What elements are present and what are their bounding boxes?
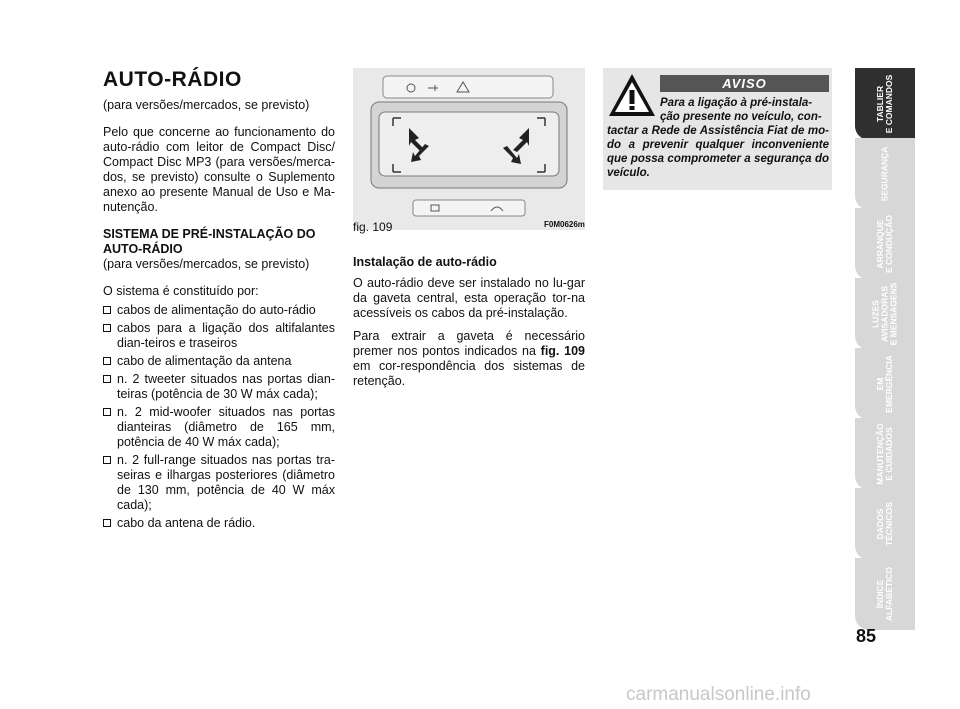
list-item: cabo da antena de rádio. xyxy=(103,516,335,531)
install-heading: Instalação de auto-rádio xyxy=(353,255,497,269)
list-item: cabo de alimentação da antena xyxy=(103,354,335,369)
list-intro: O sistema é constituído por: xyxy=(103,284,259,298)
warning-text: Para a ligação à pré-instala- ção presente no veículo, con- tactar a Rede de Assistência Fiat de mo-do a prevenir qualquer inconveniente que possa comprometer a segurança do veículo. xyxy=(607,97,829,179)
figure-code: F0M0626m xyxy=(544,220,585,229)
figure-reference: fig. 109 xyxy=(540,344,585,358)
warning-title: AVISO xyxy=(660,75,829,92)
install-paragraph: O auto-rádio deve ser instalado no lu-gar da gaveta central, esta operação tor-na acessíveis os cabos da pré-instalação. xyxy=(353,276,585,320)
extract-paragraph: Para extrair a gaveta é necessário premer nos pontos indicados na fig. 109 em cor-respondência dos sistemas de retenção. xyxy=(353,329,585,388)
list-item: n. 2 mid-woofer situados nas portas dianteiras (diâmetro de 165 mm, potência de 40 W máx cada); xyxy=(103,405,335,450)
tab-dados-tecnicos[interactable]: DADOS TÉCNICOS xyxy=(855,488,915,560)
tab-em-emergencia[interactable]: EM EMERGÊNCIA xyxy=(855,348,915,420)
figure-caption: fig. 109 xyxy=(353,220,393,234)
list-item: cabos de alimentação do auto-rádio xyxy=(103,303,335,318)
list-item: n. 2 full-range situados nas portas tra-seiras e ilhargas posteriores (diâmetro de 130 mm, potência de 40 W máx cada); xyxy=(103,453,335,513)
watermark: carmanualsonline.info xyxy=(626,684,811,705)
component-list xyxy=(103,303,335,531)
list-item: n. 2 tweeter situados nas portas dian-teiras (potência de 30 W máx cada); xyxy=(103,372,335,402)
radio-drawing xyxy=(353,68,585,218)
left-column xyxy=(103,68,335,534)
tab-indice-alfabetico[interactable]: ÍNDICE ALFABÉTICO xyxy=(855,558,915,630)
list-item: cabos para a ligação dos altifalantes dian-teiros e traseiros xyxy=(103,321,335,351)
tab-luzes-avisadoras[interactable]: LUZES AVISADORAS E MENSAGENS xyxy=(855,278,915,350)
radio-compartment-illustration xyxy=(353,68,585,230)
tab-manutencao-e-cuidados[interactable]: MANUTENÇÃO E CUIDADOS xyxy=(855,418,915,490)
title-note: (para versões/mercados, se previsto) xyxy=(103,98,310,112)
intro-paragraph: Pelo que concerne ao funcionamento do auto-rádio com leitor de Compact Disc/ Compact Disc MP3 (para versões/merca-dos, se previsto) consulte o Suplemento anexo ao presente Manual de Uso e Ma-nutenção. xyxy=(103,125,335,214)
warning-box xyxy=(603,68,832,190)
section-note: (para versões/mercados, se previsto) xyxy=(103,257,310,271)
section-title: SISTEMA DE PRÉ-INSTALAÇÃO DO AUTO-RÁDIO xyxy=(103,227,316,256)
page-number: 85 xyxy=(856,626,877,646)
page-title: AUTO-RÁDIO xyxy=(103,68,242,91)
tab-tablier-e-comandos[interactable]: TABLIER E COMANDOS xyxy=(855,68,915,140)
tab-seguranca[interactable]: SEGURANÇA xyxy=(855,138,915,210)
middle-column xyxy=(353,255,585,401)
tab-arranque-e-conducao[interactable]: ARRANQUE E CONDUÇÃO xyxy=(855,208,915,280)
